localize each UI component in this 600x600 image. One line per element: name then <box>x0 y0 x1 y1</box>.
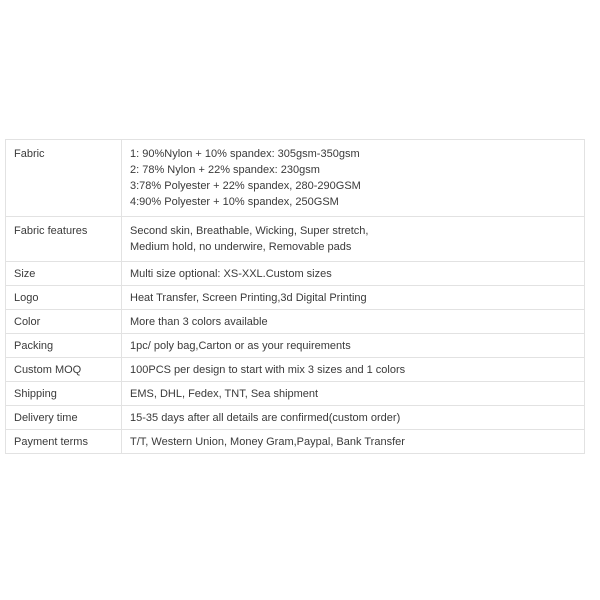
spec-label: Color <box>6 310 122 334</box>
spec-value-line: 1pc/ poly bag,Carton or as your requirements <box>130 340 351 352</box>
spec-value <box>122 430 585 454</box>
spec-label: Payment terms <box>6 430 122 454</box>
spec-value-line: Second skin, Breathable, Wicking, Super stretch, <box>130 225 369 237</box>
spec-value-line: 100PCS per design to start with mix 3 sizes and 1 colors <box>130 364 406 376</box>
product-spec-table <box>5 139 585 454</box>
spec-value-line: Multi size optional: XS-XXL.Custom sizes <box>130 268 332 280</box>
spec-value-line: Heat Transfer, Screen Printing,3d Digital Printing <box>130 292 367 304</box>
spec-value <box>122 262 585 286</box>
spec-label: Packing <box>6 334 122 358</box>
spec-row <box>6 358 585 382</box>
spec-row <box>6 140 585 217</box>
spec-row <box>6 262 585 286</box>
spec-label: Fabric features <box>6 217 122 262</box>
spec-table-body <box>6 140 585 454</box>
spec-value-line: 3:78% Polyester + 22% spandex, 280-290GSM <box>130 180 361 192</box>
spec-label: Delivery time <box>6 406 122 430</box>
spec-row <box>6 382 585 406</box>
spec-value-line: More than 3 colors available <box>130 316 268 328</box>
spec-row <box>6 286 585 310</box>
spec-row <box>6 310 585 334</box>
spec-value-line: 4:90% Polyester + 10% spandex, 250GSM <box>130 196 339 208</box>
spec-value <box>122 334 585 358</box>
spec-label: Logo <box>6 286 122 310</box>
spec-value-line: EMS, DHL, Fedex, TNT, Sea shipment <box>130 388 319 400</box>
spec-row <box>6 430 585 454</box>
spec-value <box>122 140 585 217</box>
spec-label: Shipping <box>6 382 122 406</box>
spec-value <box>122 406 585 430</box>
spec-label: Fabric <box>6 140 122 217</box>
spec-value <box>122 217 585 262</box>
spec-value <box>122 382 585 406</box>
spec-value <box>122 310 585 334</box>
spec-value-line: Medium hold, no underwire, Removable pads <box>130 241 352 253</box>
spec-value-line: T/T, Western Union, Money Gram,Paypal, Bank Transfer <box>130 436 405 448</box>
spec-value-line: 1: 90%Nylon + 10% spandex: 305gsm-350gsm <box>130 148 360 160</box>
spec-row <box>6 334 585 358</box>
spec-row <box>6 217 585 262</box>
spec-value-line: 2: 78% Nylon + 22% spandex: 230gsm <box>130 164 320 176</box>
spec-value-line: 15-35 days after all details are confirmed(custom order) <box>130 412 401 424</box>
spec-value <box>122 358 585 382</box>
spec-label: Custom MOQ <box>6 358 122 382</box>
spec-label: Size <box>6 262 122 286</box>
spec-row <box>6 406 585 430</box>
spec-value <box>122 286 585 310</box>
